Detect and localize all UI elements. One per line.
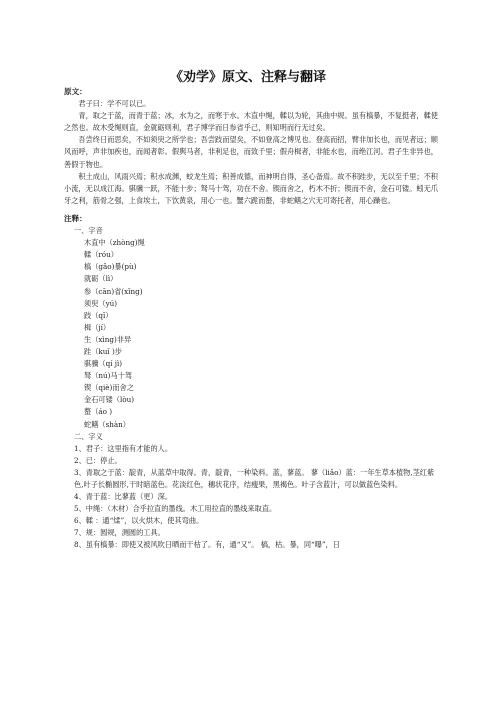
list-item: 螯（áo )	[84, 407, 113, 417]
list-item: 生（xìng)非异	[84, 334, 132, 344]
list-item: 蛇鳝（shàn）	[84, 419, 130, 429]
paragraph: 吾尝终日而思矣，不如须臾之所学也；吾尝跂而望矣，不如登高之博见也。登高而招，臂非加长也，而见者远；顺风而呼，声非加疾也，而闻者彰。假舆马者，非利足也，而致千里；假舟楫者，非能水也，而绝江河。君子生非异也，善假于物也。	[64, 135, 438, 169]
document-body	[64, 86, 438, 552]
list-item: 1、君子：这里指有才能的人。	[74, 443, 173, 453]
list-item: 须臾（yú)	[84, 298, 118, 308]
list-item: 就砺（lì）	[84, 274, 118, 284]
section-heading-yuanwen: 原文：	[64, 87, 87, 96]
list-item: 7、规：圆规，测圆的工具。	[74, 528, 165, 538]
list-item: 5、中绳：（木材）合乎拉直的墨线。木工用拉直的墨线来取直。	[74, 504, 277, 514]
paragraph: 君子曰：学不可以已。	[78, 99, 151, 109]
list-item: 骐骥（qí jì)	[84, 359, 123, 369]
list-item: 锲（qiè)而舍之	[84, 383, 134, 393]
document-title: 《劝学》原文、注释与翻译	[169, 70, 326, 85]
list-item: 驽（nú)马十驾	[84, 371, 133, 381]
list-item: 木直中（zhòng)绳	[84, 238, 145, 248]
list-item: 金石可镂（lòu)	[84, 395, 134, 405]
paragraph: 青，取之于蓝，而青于蓝；冰，水为之，而寒于水。木直中绳，輮以为轮，其曲中规。虽有槁暴，不复挺者，輮使之然也。故木受绳则直，金就砺则利，君子博学而日参省乎己，则知明而行无过矣。	[64, 111, 438, 133]
list-item: 参（cān)省(xǐng)	[84, 286, 143, 296]
list-item: 輮（róu）	[84, 250, 118, 260]
list-item: 4、青于蓝：比蓼蓝（更）深。	[74, 492, 173, 502]
list-item: 跬（kuǐ )步	[84, 346, 122, 356]
list-item: 跂（qǐ）	[84, 310, 113, 320]
paragraph: 积土成山，风雨兴焉；积水成渊，蛟龙生焉；积善成德，而神明自得，圣心备焉。故不积跬步，无以至千里；不积小流，无以成江海。骐骥一跃，不能十步；驽马十驾，功在不舍。锲而舍之，朽木不折；锲而不舍，金石可镂。蚓无爪牙之利，筋骨之强，上食埃土，下饮黄泉，用心一也。蟹六跪而螯，非蛇鳝之穴无可寄托者，用心躁也。	[64, 171, 438, 205]
list-item: 8、虽有槁暴：即使又被风吹日晒而干枯了。有，通“又”。 槁，枯。暴，同“曝”，日	[74, 540, 340, 550]
list-item: 3、青取之于蓝：靛青，从蓝草中取得。青，靛青，一种染料。蓝，蓼蓝。 蓼（liǎo）蓝：一年生草本植物,茎红紫色,叶子长椭圆形,干时暗蓝色。花淡红色，穗状花序，结瘦果，黑褐色。叶子含蓝汁，可以做蓝色染料。	[74, 467, 435, 489]
subsection-title: 二、字义	[74, 431, 103, 441]
list-item: 2、已：停止。	[74, 455, 122, 465]
section-heading-zhushi: 注释：	[64, 213, 87, 223]
list-item: 楫（jí）	[84, 322, 111, 332]
list-item: 槁（gǎo)暴(pù)	[84, 262, 137, 272]
definition-list	[64, 443, 438, 552]
pronunciation-list	[64, 237, 438, 431]
list-item: 6、輮 ：通“煣”，以火烘木，使其弯曲。	[74, 516, 204, 526]
subsection-title: 一、字音	[74, 226, 103, 236]
